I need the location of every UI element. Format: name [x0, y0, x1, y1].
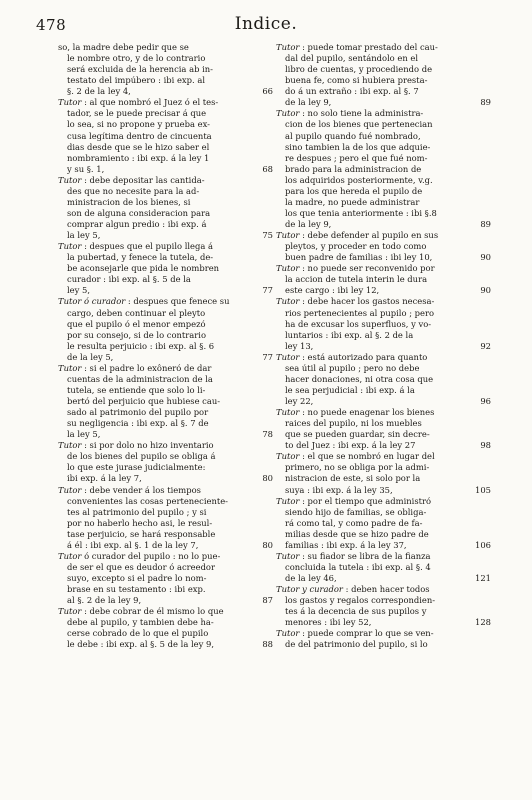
entry-page-ref: 66: [262, 86, 273, 97]
entry-text: la ley 5,: [67, 429, 101, 440]
entry-text: comprar algun predio : ibi exp. á: [67, 219, 207, 229]
entry-heading: Tutor: [276, 451, 300, 462]
entry-text: para los que hereda el pupilo de: [285, 185, 423, 196]
entry-heading: Tutor y curador: [276, 584, 343, 595]
entry-text: los adquiridos posteriormente, v.g.: [285, 174, 433, 185]
entry-text: : despues que el pupilo llega á: [84, 241, 214, 252]
entry-page-ref: 80: [262, 473, 273, 484]
entry-page-ref: 96: [480, 396, 491, 406]
entry-text: bertó del perjuicio que hubiese cau-: [67, 396, 221, 406]
entry-text: son de alguna consideracion para: [67, 207, 211, 218]
entry-text: por no haberlo hecho asi, le resul-: [67, 517, 213, 528]
entry-text: suya : ibi exp. á la ley 35,: [285, 484, 393, 495]
left-column: [58, 42, 273, 650]
entry-text: le resulta perjuicio : ibi exp. al §. 6: [67, 340, 215, 351]
entry-text: cuentas de la administracion de la: [67, 373, 213, 384]
index-entry: [276, 550, 491, 584]
entry-text: : debe hacer los gastos necesa-: [302, 296, 435, 307]
entry-heading: Tutor ó curador: [58, 296, 126, 307]
entry-page-ref: 78: [262, 429, 273, 440]
index-entry: [276, 296, 491, 351]
entry-page-ref: 128: [475, 617, 491, 628]
entry-heading: Tutor: [58, 550, 82, 561]
entry-text: tutela, se entiende que solo lo li-: [67, 384, 206, 395]
entry-heading: Tutor: [276, 108, 300, 119]
entry-text: ley 5,: [67, 285, 91, 296]
entry-text: tes al patrimonio del pupilo ; y si: [67, 506, 207, 517]
index-entry: [58, 606, 273, 650]
entry-text: raices del pupilo, ni los muebles: [285, 418, 422, 429]
entry-text: ley 22,: [285, 396, 314, 406]
index-entry: [58, 97, 273, 174]
entry-text: ministracion de los bienes, si: [67, 196, 191, 207]
entry-text: des que no necesite para la ad-: [67, 185, 200, 196]
entry-text: será excluida de la herencia ab in-: [67, 64, 214, 75]
entry-text: de la ley 46,: [285, 573, 337, 583]
entry-text: : debe defender al pupilo en sus: [302, 230, 439, 241]
entry-text: do á un extraño : ibi exp. al §. 7: [285, 86, 419, 97]
entry-text: : debe depositar las cantida-: [84, 174, 205, 185]
page-number: 478: [36, 16, 67, 34]
entry-text: de ser el que es deudor ó acreedor: [67, 561, 215, 572]
entry-text: al pupilo quando fué nombrado,: [285, 130, 421, 141]
entry-page-ref: 121: [475, 573, 491, 583]
entry-text: luntarios : ibi exp. al §. 2 de la: [285, 329, 414, 340]
entry-page-ref: 80: [262, 539, 273, 550]
entry-text: siendo hijo de familias, se obliga-: [285, 506, 427, 517]
entry-heading: Tutor: [276, 263, 300, 274]
entry-text: los que tenia anteriormente : ibi §.8: [285, 207, 437, 218]
entry-page-ref: 106: [475, 539, 491, 550]
entry-text: : al que nombró el Juez ó el tes-: [84, 97, 219, 108]
index-entry: [58, 550, 273, 606]
entry-text: nombramiento : ibi exp. á la ley 1: [67, 152, 210, 163]
index-entry: [58, 42, 273, 97]
entry-text: hacer donaciones, ni otra cosa que: [285, 373, 434, 384]
entry-text: cion de los bienes que pertenecian: [285, 119, 433, 130]
entry-text: la accion de tutela interin le dura: [285, 274, 428, 285]
entry-page-ref: 90: [480, 285, 491, 296]
entry-text: de la ley 9,: [285, 219, 332, 229]
index-entry: [276, 628, 478, 650]
entry-text: de la ley 5,: [67, 351, 114, 362]
entry-text: por su consejo, si de lo contrario: [67, 329, 206, 340]
index-entry: [276, 108, 491, 230]
entry-text: : está autorizado para quanto: [302, 351, 428, 362]
entry-text: : su fiador se libra de la fianza: [302, 550, 431, 561]
index-entry: [276, 407, 491, 451]
entry-text: pleytos, y proceder en todo como: [285, 241, 427, 252]
entry-text: ley 13,: [285, 340, 314, 351]
entry-text: buena fe, como si hubiera presta-: [285, 75, 428, 86]
entry-text: cerse cobrado de lo que el pupilo: [67, 628, 209, 639]
entry-text: dal del pupilo, sentándolo en el: [285, 53, 419, 64]
entry-text: §. 2 de la ley 4,: [67, 86, 131, 97]
entry-text: ibi exp. á la ley 7,: [67, 473, 142, 484]
entry-text: cusa legítima dentro de cincuenta: [67, 130, 212, 141]
entry-heading: Tutor: [276, 407, 300, 418]
entry-page-ref: 77: [262, 351, 273, 362]
entry-text: familias : ibi exp. á la ley 37,: [285, 539, 407, 550]
entry-text: milias desde que se hizo padre de: [285, 528, 429, 539]
entry-page-ref: 92: [480, 340, 491, 351]
index-entry: [276, 263, 491, 296]
entry-page-ref: 90: [480, 252, 491, 263]
entry-text: so, la madre debe pedir que se: [58, 42, 189, 52]
entry-text: to del Juez : ibi exp. á la ley 27: [285, 440, 416, 451]
entry-text: sado al patrimonio del pupilo por: [67, 407, 209, 418]
entry-text: brase en su testamento : ibi exp.: [67, 584, 206, 595]
entry-text: : puede tomar prestado del cau-: [302, 42, 438, 52]
entry-text: que se pueden guardar, sin decre-: [285, 429, 430, 440]
entry-text: ha de excusar los superfluos, y vo-: [285, 318, 432, 329]
entry-text: dias desde que se le hizo saber el: [67, 141, 210, 152]
index-entry: [276, 451, 491, 495]
index-entry: [276, 351, 491, 407]
entry-text: la pubertad, y fenece la tutela, de-: [67, 252, 214, 263]
entry-text: le sea perjudicial : ibi exp. á la: [285, 384, 415, 395]
entry-page-ref: 89: [480, 97, 491, 108]
entry-text: debe al pupilo, y tambien debe ha-: [67, 617, 214, 628]
entry-text: suyo, excepto si el padre lo nom-: [67, 573, 207, 583]
entry-text: que el pupilo ó el menor empezó: [67, 318, 206, 329]
entry-text: á él : ibi exp. al §. 1 de la ley 7,: [67, 539, 199, 550]
entry-heading: Tutor: [58, 606, 82, 617]
entry-text: be aconsejarle que pida le nombren: [67, 263, 220, 274]
entry-text: buen padre de familias : ibi ley 10,: [285, 252, 433, 263]
entry-text: la ley 5,: [67, 230, 101, 241]
entry-text: : por el tiempo que administró: [302, 495, 432, 506]
entry-text: convenientes las cosas perteneciente-: [67, 495, 228, 506]
entry-text: de los bienes del pupilo se obliga á: [67, 451, 216, 462]
entry-text: de del patrimonio del pupilo, si lo: [285, 639, 428, 650]
entry-text: re despues ; pero el que fué nom-: [285, 152, 428, 163]
entry-text: : debe cobrar de él mismo lo que: [84, 606, 224, 617]
entry-text: tase perjuicio, se hará responsable: [67, 528, 216, 539]
entry-page-ref: 89: [480, 219, 491, 229]
entry-text: concluida la tutela : ibi exp. al §. 4: [285, 561, 431, 572]
right-column: [276, 42, 491, 650]
index-entry: [276, 584, 491, 628]
entry-text: su negligencia : ibi exp. al §. 7 de: [67, 418, 209, 429]
entry-heading: Tutor: [276, 351, 300, 362]
entry-heading: Tutor: [276, 628, 300, 639]
entry-page-ref: 75: [262, 230, 273, 241]
entry-text: de la ley 9,: [285, 97, 332, 108]
entry-text: le nombre otro, y de lo contrario: [67, 53, 206, 64]
entry-text: lo sea, si no propone y prueba ex-: [67, 119, 211, 130]
entry-text: le debe : ibi exp. al §. 5 de la ley 9,: [67, 639, 214, 650]
index-entry: [58, 296, 273, 362]
entry-text: : si por dolo no hizo inventario: [84, 440, 214, 451]
entry-text: libro de cuentas, y procediendo de: [285, 64, 433, 75]
entry-text: al §. 2 de la ley 9,: [67, 595, 142, 606]
entry-text: sino tambien la de los que adquie-: [285, 141, 431, 152]
entry-page-ref: 88: [262, 639, 273, 650]
entry-text: : el que se nombró en lugar del: [302, 451, 435, 462]
entry-text: nistracion de este, si solo por la: [285, 473, 421, 484]
index-entry: [58, 362, 273, 440]
index-entry: [58, 484, 273, 551]
index-columns: [58, 42, 491, 650]
entry-text: cargo, deben continuar el pleyto: [67, 307, 206, 318]
entry-page-ref: 87: [262, 595, 273, 606]
entry-heading: Tutor: [58, 440, 82, 451]
entry-text: menores : ibi ley 52,: [285, 617, 372, 628]
entry-text: testato del impúbero : ibi exp. al: [67, 75, 206, 86]
entry-text: : debe vender á los tiempos: [84, 484, 201, 495]
entry-text: : no puede ser reconvenido por: [302, 263, 435, 274]
entry-heading: Tutor: [58, 484, 82, 495]
entry-text: : puede comprar lo que se ven-: [302, 628, 434, 639]
entry-text: : deben hacer todos: [345, 584, 430, 595]
entry-heading: Tutor: [58, 97, 82, 108]
entry-heading: Tutor: [276, 495, 300, 506]
index-entry: [58, 241, 273, 296]
index-entry: [276, 230, 491, 263]
entry-text: : despues que fenece su: [127, 296, 230, 307]
entry-text: y su §. 1,: [67, 163, 105, 174]
page-title: Indice.: [234, 14, 298, 34]
entry-heading: Tutor: [58, 362, 82, 373]
entry-heading: Tutor: [276, 550, 300, 561]
entry-text: tes á la decencia de sus pupilos y: [285, 606, 427, 617]
entry-heading: Tutor: [276, 296, 300, 307]
index-entry: [276, 495, 491, 551]
entry-text: primero, no se obliga por la admi-: [285, 462, 430, 473]
entry-text: los gastos y regalos correspondien-: [285, 595, 436, 606]
entry-text: rá como tal, y como padre de fa-: [285, 517, 423, 528]
index-entry: [58, 440, 273, 484]
entry-text: este cargo : ibi ley 12,: [285, 285, 380, 296]
entry-text: tador, se le puede precisar á que: [67, 108, 207, 119]
entry-text: lo que este jurase judicialmente:: [67, 462, 206, 473]
entry-page-ref: 68: [262, 163, 273, 174]
index-entry: [58, 174, 273, 241]
entry-heading: Tutor: [276, 42, 300, 52]
entry-text: la madre, no puede administrar: [285, 196, 420, 207]
entry-text: rios pertenecientes al pupilo ; pero: [285, 307, 435, 318]
entry-text: curador : ibi exp. al §. 5 de la: [67, 274, 191, 285]
entry-text: : no solo tiene la administra-: [302, 108, 424, 119]
entry-page-ref: 105: [475, 484, 491, 495]
entry-text: : si el padre lo exôneró de dar: [84, 362, 212, 373]
index-entry: [276, 42, 491, 108]
entry-text: : no puede enagenar los bienes: [302, 407, 435, 418]
entry-text: sea útil al pupilo ; pero no debe: [285, 362, 420, 373]
entry-text: brado para la administracion de: [285, 163, 422, 174]
entry-page-ref: 77: [262, 285, 273, 296]
entry-heading: Tutor: [58, 241, 82, 252]
entry-heading: Tutor: [276, 230, 300, 241]
entry-page-ref: 98: [480, 440, 491, 451]
entry-text: ó curador del pupilo : no lo pue-: [84, 550, 221, 561]
entry-heading: Tutor: [58, 174, 82, 185]
